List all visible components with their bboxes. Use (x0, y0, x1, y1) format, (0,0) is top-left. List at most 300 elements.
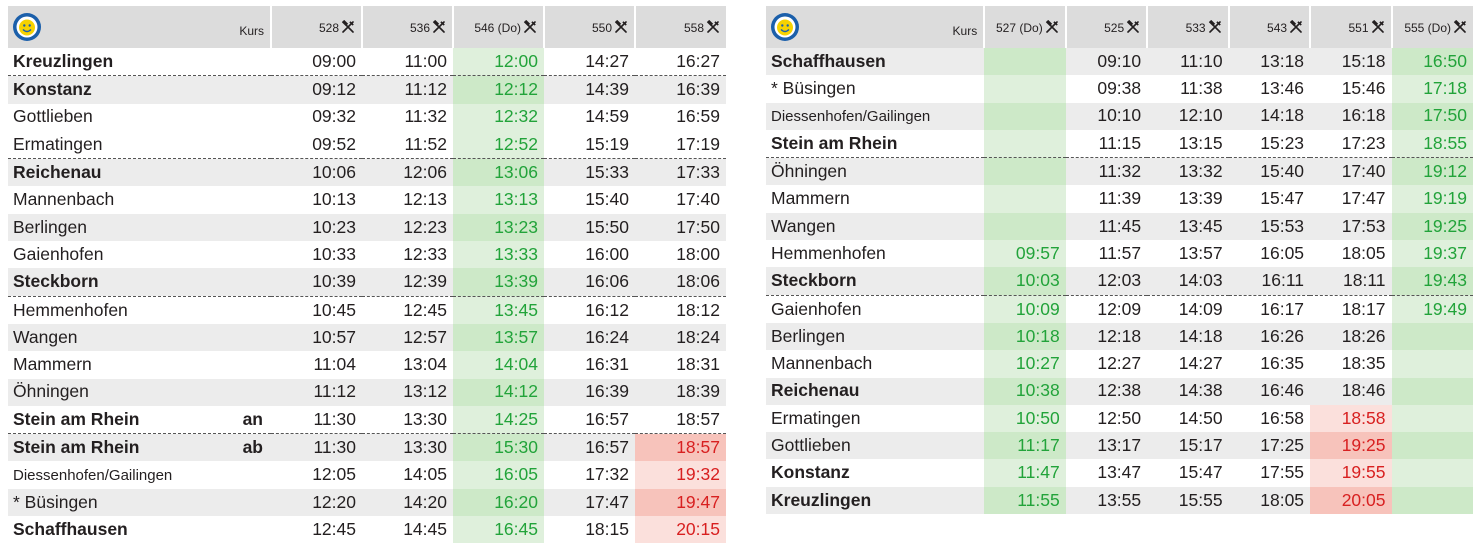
untersee-und-rhein-logo (770, 12, 800, 42)
departure-time: 11:47 (984, 459, 1065, 486)
station-name (8, 351, 271, 378)
departure-time (984, 185, 1065, 212)
table-row (766, 378, 1473, 405)
table-row (766, 158, 1473, 186)
departure-time: 10:33 (312, 243, 356, 264)
departure-time: 19:49 (1392, 295, 1474, 323)
station-label: Ermatingen (771, 407, 861, 428)
departure-time: 10:39 (271, 268, 362, 296)
departure-time: 12:32 (453, 104, 544, 131)
kurs-number: 546 (Do) (474, 20, 521, 35)
fork-knife-icon (341, 20, 355, 34)
kurs-column-header (271, 6, 362, 48)
departure-time: 13:39 (1178, 188, 1223, 209)
kurs-column-header (984, 6, 1065, 48)
departure-time: 10:57 (271, 324, 362, 351)
station-name (8, 324, 271, 351)
station-label: Kreuzlingen (13, 50, 114, 71)
kurs-column-header (635, 6, 726, 48)
departure-time: 16:11 (1229, 267, 1310, 295)
table-row (766, 295, 1473, 323)
station-label: Konstanz (771, 462, 850, 483)
departure-time (1392, 459, 1474, 486)
station-label: Wangen (771, 215, 836, 236)
station-label: Reichenau (13, 162, 102, 183)
departure-time: 12:52 (453, 131, 544, 159)
departure-time: 12:05 (312, 464, 356, 485)
arrival-departure-note: ab (242, 437, 263, 458)
departure-time: 16:45 (453, 516, 544, 543)
kurs-column-header (362, 6, 453, 48)
departure-time: 13:32 (1147, 158, 1228, 186)
departure-time: 13:57 (1178, 242, 1223, 263)
departure-time (984, 48, 1065, 75)
station-label: Stein am Rhein (13, 437, 140, 458)
table-row (8, 131, 726, 159)
kurs-number: 527 (Do) (996, 20, 1043, 35)
departure-time: 18:55 (1392, 130, 1474, 158)
departure-time: 13:45 (453, 296, 544, 324)
departure-time: 11:45 (1066, 213, 1147, 240)
departure-time: 13:13 (453, 186, 544, 213)
departure-time: 10:38 (984, 378, 1065, 405)
departure-time: 18:05 (1229, 487, 1310, 514)
departure-time: 16:50 (1392, 48, 1474, 75)
departure-time: 10:09 (984, 295, 1065, 323)
departure-time: 13:06 (453, 159, 544, 187)
departure-time: 14:27 (1178, 353, 1223, 374)
departure-time: 15:17 (1147, 432, 1228, 459)
departure-time: 10:10 (1066, 103, 1147, 130)
station-name (766, 459, 984, 486)
station-label: Mannenbach (13, 189, 115, 210)
station-name (766, 185, 984, 212)
departure-time: 19:55 (1310, 459, 1391, 486)
departure-time: 13:55 (1066, 487, 1147, 514)
departure-time: 15:30 (453, 434, 544, 462)
departure-time: 18:15 (585, 518, 629, 539)
departure-time: 14:38 (1147, 378, 1228, 405)
station-name (766, 213, 984, 240)
departure-time (1392, 323, 1474, 350)
departure-time: 14:25 (453, 406, 544, 434)
kurs-number: 525 (1104, 20, 1125, 35)
departure-time: 17:23 (1341, 132, 1386, 153)
departure-time: 19:32 (635, 461, 726, 488)
departure-time: 11:55 (984, 487, 1065, 514)
station-label: Steckborn (13, 271, 99, 292)
station-name (766, 240, 984, 267)
station-label: Öhningen (13, 381, 89, 402)
departure-time: 14:18 (1147, 323, 1228, 350)
departure-time: 12:23 (362, 214, 453, 241)
timetable-right (766, 6, 1473, 514)
station-name (8, 296, 271, 324)
arrival-departure-note: an (242, 408, 263, 429)
table-row (766, 48, 1473, 75)
table-row (8, 159, 726, 187)
header-corner (8, 6, 271, 48)
departure-time (984, 213, 1065, 240)
station-name (8, 489, 271, 516)
kurs-number: 550 (591, 20, 612, 35)
table-row (766, 323, 1473, 350)
departure-time: 16:05 (1260, 242, 1305, 263)
departure-time: 14:45 (403, 518, 447, 539)
station-name (8, 76, 271, 104)
station-label: Öhningen (771, 161, 847, 182)
station-label: * Büsingen (771, 78, 856, 99)
station-label: Schaffhausen (771, 50, 886, 71)
departure-time: 13:30 (403, 408, 447, 429)
departure-time: 17:32 (585, 464, 629, 485)
departure-time: 12:06 (362, 159, 453, 187)
fork-knife-icon (614, 20, 628, 34)
departure-time: 18:35 (1341, 353, 1386, 374)
departure-time: 15:18 (1310, 48, 1391, 75)
station-name (766, 130, 984, 158)
departure-time: 16:39 (544, 379, 635, 406)
departure-time: 11:30 (313, 408, 356, 429)
departure-time: 16:05 (453, 461, 544, 488)
station-name (766, 103, 984, 130)
departure-time: 12:09 (1066, 295, 1147, 323)
fork-knife-icon (432, 20, 446, 34)
kurs-number: 551 (1348, 20, 1369, 35)
departure-time: 11:52 (404, 133, 447, 154)
fork-knife-icon (706, 20, 720, 34)
table-row (766, 213, 1473, 240)
fork-knife-icon (1045, 20, 1059, 34)
table-row (8, 379, 726, 406)
departure-time: 13:23 (453, 214, 544, 241)
departure-time: 14:27 (585, 50, 629, 71)
departure-time: 09:10 (1066, 48, 1147, 75)
departure-time: 13:04 (403, 354, 447, 375)
table-row (766, 432, 1473, 459)
departure-time: 13:18 (1229, 48, 1310, 75)
departure-time: 12:27 (1097, 353, 1142, 374)
departure-time: 12:18 (1066, 323, 1147, 350)
kurs-column-header (1147, 6, 1228, 48)
kurs-number: 536 (409, 20, 430, 35)
departure-time: 18:24 (635, 324, 726, 351)
departure-time: 15:46 (1341, 78, 1386, 99)
departure-time: 16:17 (1229, 295, 1310, 323)
departure-time: 16:20 (453, 489, 544, 516)
departure-time: 15:47 (1260, 188, 1305, 209)
departure-time: 09:32 (312, 106, 356, 127)
station-name (8, 434, 271, 462)
departure-time: 18:57 (676, 408, 720, 429)
departure-time: 16:58 (1260, 407, 1305, 428)
departure-time: 11:15 (1098, 132, 1142, 153)
departure-time: 18:05 (1341, 242, 1386, 263)
kurs-label: Kurs (239, 24, 264, 38)
departure-time (1392, 432, 1474, 459)
departure-time: 11:32 (404, 106, 447, 127)
departure-time: 13:57 (453, 324, 544, 351)
departure-time (984, 130, 1065, 158)
kurs-number: 555 (Do) (1404, 20, 1451, 35)
departure-time: 16:18 (1310, 103, 1391, 130)
departure-time: 17:33 (635, 159, 726, 187)
untersee-und-rhein-logo (12, 12, 42, 42)
departure-time: 10:23 (271, 214, 362, 241)
departure-time: 12:33 (403, 243, 447, 264)
departure-time: 16:00 (585, 243, 629, 264)
departure-time: 19:37 (1392, 240, 1474, 267)
station-label: * Büsingen (13, 491, 98, 512)
departure-time: 12:45 (312, 518, 356, 539)
departure-time: 18:58 (1310, 405, 1391, 432)
departure-time: 12:10 (1147, 103, 1228, 130)
departure-time: 12:39 (362, 268, 453, 296)
table-row (8, 434, 726, 462)
table-row (766, 267, 1473, 295)
station-name (8, 214, 271, 241)
departure-time: 18:17 (1310, 295, 1391, 323)
departure-time: 10:13 (312, 189, 356, 210)
departure-time: 16:26 (1229, 323, 1310, 350)
departure-time: 14:03 (1147, 267, 1228, 295)
departure-time: 19:43 (1392, 267, 1474, 295)
departure-time: 10:03 (984, 267, 1065, 295)
departure-time: 15:53 (1229, 213, 1310, 240)
departure-time: 17:40 (676, 189, 720, 210)
station-label: Reichenau (771, 380, 860, 401)
departure-time: 15:50 (544, 214, 635, 241)
station-name (8, 131, 271, 159)
station-label: Schaffhausen (13, 518, 128, 539)
table-row (8, 241, 726, 268)
departure-time: 09:52 (312, 133, 356, 154)
fork-knife-icon (1371, 20, 1385, 34)
departure-time: 14:05 (403, 464, 447, 485)
station-name (766, 158, 984, 186)
departure-time: 17:55 (1260, 462, 1305, 483)
departure-time: 14:18 (1229, 103, 1310, 130)
station-name (8, 379, 271, 406)
departure-time: 18:39 (635, 379, 726, 406)
departure-time: 19:12 (1392, 158, 1474, 186)
departure-time (984, 158, 1065, 186)
departure-time: 17:19 (676, 133, 720, 154)
kurs-number: 558 (683, 20, 704, 35)
departure-time: 11:12 (271, 379, 362, 406)
departure-time: 13:39 (453, 268, 544, 296)
table-row (8, 489, 726, 516)
station-name (766, 432, 984, 459)
kurs-column-header (1310, 6, 1391, 48)
table-row (8, 351, 726, 378)
departure-time: 19:19 (1392, 185, 1474, 212)
station-name (766, 75, 984, 102)
departure-time: 15:55 (1147, 487, 1228, 514)
station-name (766, 405, 984, 432)
departure-time (1392, 378, 1474, 405)
station-name (766, 350, 984, 377)
departure-time: 13:30 (362, 434, 453, 462)
departure-time: 20:15 (635, 516, 726, 543)
station-label: Ermatingen (13, 133, 103, 154)
station-label: Berlingen (771, 325, 845, 346)
departure-time: 09:38 (1097, 78, 1142, 99)
departure-time: 13:15 (1178, 132, 1223, 153)
departure-time: 12:50 (1097, 407, 1142, 428)
departure-time: 15:23 (1260, 132, 1305, 153)
table-row (766, 350, 1473, 377)
departure-time: 10:06 (271, 159, 362, 187)
departure-time: 11:57 (1098, 242, 1142, 263)
departure-time: 18:06 (635, 268, 726, 296)
departure-time: 14:50 (1178, 407, 1223, 428)
table-row (766, 103, 1473, 130)
departure-time: 10:50 (984, 405, 1065, 432)
departure-time: 16:59 (676, 106, 720, 127)
table-row (766, 459, 1473, 486)
station-label: Konstanz (13, 79, 92, 100)
station-label: Hemmenhofen (13, 299, 128, 320)
departure-time: 13:12 (362, 379, 453, 406)
station-name (8, 186, 271, 213)
table-row (8, 516, 726, 543)
departure-time: 10:45 (271, 296, 362, 324)
departure-time: 16:27 (676, 50, 720, 71)
departure-time: 14:39 (544, 76, 635, 104)
station-label: Gaienhofen (771, 298, 862, 319)
departure-time: 18:11 (1310, 267, 1391, 295)
table-row (8, 104, 726, 131)
station-label: Steckborn (771, 270, 857, 291)
table-row (766, 487, 1473, 514)
station-name (8, 48, 271, 76)
departure-time: 18:46 (1310, 378, 1391, 405)
kurs-column-header (453, 6, 544, 48)
departure-time: 09:57 (984, 240, 1065, 267)
departure-time (1392, 405, 1474, 432)
station-label: Mammern (771, 188, 850, 209)
departure-time: 10:18 (984, 323, 1065, 350)
table-row (766, 130, 1473, 158)
departure-time: 16:57 (585, 408, 629, 429)
fork-knife-icon (1126, 20, 1140, 34)
departure-time: 17:18 (1392, 75, 1474, 102)
kurs-column-header (1229, 6, 1310, 48)
departure-time: 12:03 (1066, 267, 1147, 295)
departure-time: 11:30 (271, 434, 362, 462)
fork-knife-icon (1208, 20, 1222, 34)
station-name (766, 267, 984, 295)
departure-time: 14:59 (585, 106, 629, 127)
departure-time: 12:20 (271, 489, 362, 516)
station-name (766, 48, 984, 75)
departure-time: 15:19 (585, 133, 629, 154)
table-row (8, 48, 726, 76)
station-label: Wangen (13, 326, 78, 347)
departure-time: 11:04 (313, 354, 356, 375)
departure-time: 11:12 (362, 76, 453, 104)
departure-time (1392, 350, 1474, 377)
departure-time: 15:47 (1178, 462, 1223, 483)
station-label: Diessenhofen/Gailingen (771, 107, 931, 125)
kurs-column-header (544, 6, 635, 48)
departure-time: 18:31 (676, 354, 720, 375)
table-row (766, 405, 1473, 432)
departure-time: 16:57 (544, 434, 635, 462)
table-row (766, 240, 1473, 267)
station-label: Stein am Rhein (13, 408, 140, 429)
station-label: Stein am Rhein (771, 132, 898, 153)
table-row (8, 324, 726, 351)
timetable-left (8, 6, 726, 543)
departure-time: 17:50 (635, 214, 726, 241)
departure-time: 11:38 (1180, 78, 1223, 99)
station-name (8, 516, 271, 543)
fork-knife-icon (1289, 20, 1303, 34)
departure-time: 14:12 (453, 379, 544, 406)
departure-time: 16:35 (1260, 353, 1305, 374)
station-label: Gottlieben (13, 106, 93, 127)
table-row (8, 214, 726, 241)
departure-time: 11:10 (1147, 48, 1228, 75)
departure-time: 11:17 (984, 432, 1065, 459)
table-row (8, 461, 726, 488)
departure-time: 11:00 (404, 50, 447, 71)
departure-time: 14:20 (362, 489, 453, 516)
station-label: Diessenhofen/Gailingen (13, 466, 173, 484)
departure-time: 12:12 (453, 76, 544, 104)
departure-time: 12:00 (453, 48, 544, 76)
departure-time: 16:06 (544, 268, 635, 296)
departure-time: 12:57 (362, 324, 453, 351)
departure-time: 15:40 (1229, 158, 1310, 186)
departure-time: 09:00 (312, 50, 356, 71)
fork-knife-icon (523, 20, 537, 34)
departure-time: 18:26 (1310, 323, 1391, 350)
departure-time: 13:46 (1260, 78, 1305, 99)
departure-time (984, 75, 1065, 102)
departure-time: 19:25 (1310, 432, 1391, 459)
kurs-number: 528 (318, 20, 339, 35)
station-name (8, 104, 271, 131)
departure-time: 19:25 (1392, 213, 1474, 240)
station-name (8, 406, 271, 434)
station-name (766, 378, 984, 405)
station-name (766, 295, 984, 323)
header-corner (766, 6, 984, 48)
departure-time: 15:33 (544, 159, 635, 187)
table-row (766, 185, 1473, 212)
table-row (8, 296, 726, 324)
station-name (8, 159, 271, 187)
departure-time: 13:45 (1147, 213, 1228, 240)
table-row (8, 76, 726, 104)
station-label: Mammern (13, 354, 92, 375)
station-label: Hemmenhofen (771, 242, 886, 263)
departure-time: 17:40 (1310, 158, 1391, 186)
kurs-number: 533 (1185, 20, 1206, 35)
departure-time: 13:33 (453, 241, 544, 268)
departure-time (984, 103, 1065, 130)
departure-time: 16:39 (635, 76, 726, 104)
departure-time: 17:47 (544, 489, 635, 516)
table-row (8, 268, 726, 296)
departure-time: 10:27 (984, 350, 1065, 377)
station-name (8, 241, 271, 268)
departure-time: 19:47 (635, 489, 726, 516)
fork-knife-icon (1453, 20, 1467, 34)
